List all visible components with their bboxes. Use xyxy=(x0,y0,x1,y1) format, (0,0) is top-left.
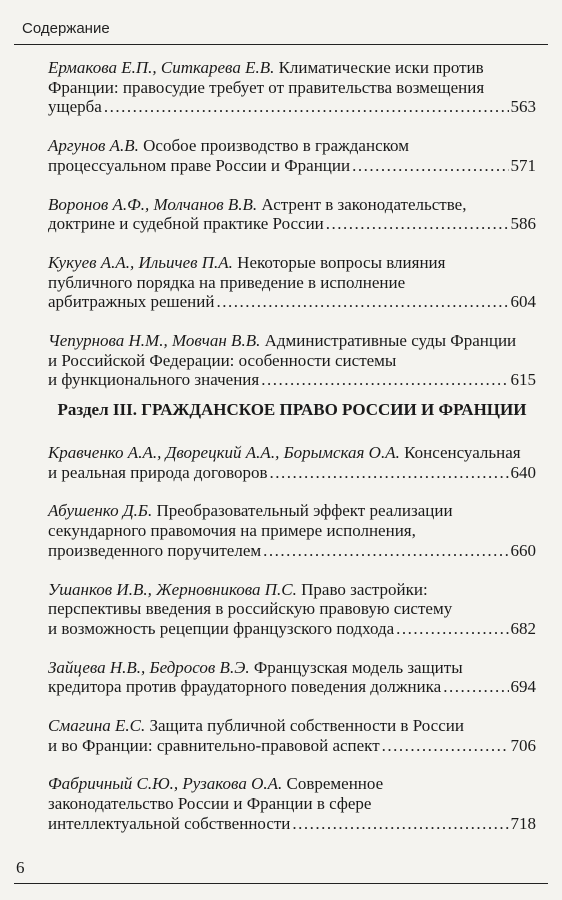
toc-entry-line xyxy=(48,677,536,697)
toc-entry xyxy=(48,253,536,312)
toc-entry-line xyxy=(48,580,536,600)
page-header xyxy=(0,0,562,42)
toc-entry-authors: Кукуев А.А., Ильичев П.А. xyxy=(48,252,233,272)
toc-entry-line xyxy=(48,97,536,117)
toc-entry-title-line: Право застройки: xyxy=(301,579,428,599)
toc-entry-title-line: Административные суды Франции xyxy=(264,331,517,351)
toc-entry-page: 615 xyxy=(510,370,536,390)
toc-entry-line xyxy=(48,443,536,463)
dot-leader xyxy=(352,156,508,176)
toc-entry-text xyxy=(48,619,394,639)
dot-leader xyxy=(443,677,508,697)
toc-entry-title-line: кредитора против фраудаторного поведения должника xyxy=(48,677,442,697)
toc-entry-page: 718 xyxy=(510,813,536,833)
running-head: Содержание xyxy=(22,20,110,37)
toc-entry-line xyxy=(48,273,536,293)
toc-entry-text xyxy=(48,814,290,834)
toc-entry-line xyxy=(48,814,536,834)
toc-entry-line xyxy=(48,501,536,521)
dot-leader xyxy=(292,814,508,834)
toc-entry-page: 604 xyxy=(510,292,536,312)
toc-entry-authors: Чепурнова Н.М., Мовчан В.В. xyxy=(48,331,261,351)
toc-entry-page: 660 xyxy=(510,540,536,560)
dot-leader xyxy=(216,292,508,312)
toc-entry-line xyxy=(48,794,536,814)
toc-entry-text xyxy=(48,370,259,390)
dot-leader xyxy=(104,97,509,117)
toc-entry-line xyxy=(48,370,536,390)
toc-entry-title-line: и Российской Федерации: особенности системы xyxy=(48,350,397,370)
toc-entry-line xyxy=(48,214,536,234)
toc-entry-authors: Аргунов А.В. xyxy=(48,136,139,156)
toc-entry-title-line: доктрине и судебной практике России xyxy=(48,214,324,234)
toc-entry-title-line: Франции: правосудие требует от правительства возмещения xyxy=(48,77,485,97)
toc-entry-line xyxy=(48,78,536,98)
dot-leader xyxy=(396,619,508,639)
toc-entry-line xyxy=(48,521,536,541)
toc-entry-page: 563 xyxy=(510,97,536,117)
toc-entry-authors: Кравченко А.А., Дворецкий А.А., Борымская О.А. xyxy=(48,443,400,462)
toc-entry-line xyxy=(48,463,536,483)
toc-entry-line xyxy=(48,541,536,561)
toc-entry-line xyxy=(48,599,536,619)
toc-entry xyxy=(48,774,536,833)
toc-entry-authors: Ермакова Е.П., Ситкарева Е.В. xyxy=(48,58,275,77)
toc-entry-title-line: ущерба xyxy=(48,97,102,117)
toc-entry-title-line: перспективы введения в российскую правовую систему xyxy=(48,599,453,619)
toc-entry-title-line: процессуальном праве России и Франции xyxy=(48,155,351,175)
page-number: 6 xyxy=(16,858,25,877)
toc-entry xyxy=(48,501,536,560)
toc-entry-title-line: и функционального значения xyxy=(48,370,260,390)
toc-entry-title-line: Современное xyxy=(286,774,384,794)
toc-entry-title-line: Особое производство в гражданском xyxy=(143,136,409,156)
toc-entry-text xyxy=(48,463,268,483)
toc-entry-line xyxy=(48,58,536,78)
toc-entry-authors: Зайцева Н.В., Бедросов В.Э. xyxy=(48,657,250,677)
toc-entry-title-line: Некоторые вопросы влияния xyxy=(237,252,446,272)
toc-entry-line xyxy=(48,253,536,273)
toc-entry-title-line: Французская модель защиты xyxy=(253,657,463,677)
toc-entry-authors: Воронов А.Ф., Молчанов В.В. xyxy=(48,194,258,214)
toc-entry-title-line: секундарного правомочия на примере исполнения, xyxy=(48,521,416,541)
toc-entry-line xyxy=(48,658,536,678)
toc-entry xyxy=(48,58,536,117)
toc-entry-title-line: и реальная природа договоров xyxy=(48,462,268,482)
toc-entry-line xyxy=(48,292,536,312)
toc-entry xyxy=(48,195,536,234)
dot-leader xyxy=(382,736,509,756)
toc-entry-title-line: Климатические иски против xyxy=(278,58,484,77)
toc-entry-page: 640 xyxy=(510,462,536,482)
toc-entry xyxy=(48,136,536,175)
toc-entry-page: 682 xyxy=(510,618,536,638)
toc-entry xyxy=(48,658,536,697)
toc-entry-line xyxy=(48,716,536,736)
toc-entry-text xyxy=(48,541,261,561)
toc-entry-text xyxy=(48,292,214,312)
toc-entry-authors: Абушенко Д.Б. xyxy=(48,501,153,521)
dot-leader xyxy=(326,214,509,234)
toc-entry-line xyxy=(48,136,536,156)
toc-entry xyxy=(48,716,536,755)
toc-entry-page: 571 xyxy=(510,155,536,175)
toc-entry-title-line: и возможность рецепции французского подхода xyxy=(48,618,395,638)
toc-entry-title-line: арбитражных решений xyxy=(48,292,215,312)
toc-entry xyxy=(48,443,536,482)
toc-entry-line xyxy=(48,351,536,371)
toc-entry-title-line: Защита публичной собственности в России xyxy=(149,716,464,736)
toc-entry-authors: Смагина Е.С. xyxy=(48,716,146,736)
toc-entry-title-line: законодательство России и Франции в сфере xyxy=(48,794,372,814)
toc-entry-line xyxy=(48,619,536,639)
toc-entry-title-line: Преобразовательный эффект реализации xyxy=(156,501,453,521)
toc-entry-page: 706 xyxy=(510,735,536,755)
toc-entry-line xyxy=(48,156,536,176)
section-heading: Раздел III. ГРАЖДАНСКОЕ ПРАВО РОССИИ И ФРАНЦИИ xyxy=(57,400,527,419)
toc-entry-title-line: Консенсуальная xyxy=(404,443,521,462)
toc-entry-text xyxy=(48,677,441,697)
dot-leader xyxy=(263,541,508,561)
toc-entry-line xyxy=(48,774,536,794)
dot-leader xyxy=(261,370,508,390)
toc-list-after-section xyxy=(48,443,536,834)
toc-entry-authors: Фабричный С.Ю., Рузакова О.А. xyxy=(48,774,283,794)
header-rule xyxy=(14,44,548,45)
toc-entry-line xyxy=(48,736,536,756)
toc-entry-line xyxy=(48,195,536,215)
toc-entry xyxy=(48,331,536,390)
toc-entry-title-line: и во Франции: сравнительно-правовой аспект xyxy=(48,735,380,755)
toc-entry-page: 694 xyxy=(510,677,536,697)
dot-leader xyxy=(270,463,509,483)
toc-entry xyxy=(48,580,536,639)
toc-entry-title-line: публичного порядка на приведение в исполнение xyxy=(48,272,406,292)
toc-entry-text xyxy=(48,214,324,234)
toc-entry-authors: Ушанков И.В., Жерновникова П.С. xyxy=(48,579,297,599)
toc-list-before-section xyxy=(48,58,536,390)
toc-entry-page: 586 xyxy=(510,214,536,234)
toc-entry-line xyxy=(48,331,536,351)
toc-entry-title-line: интеллектуальной собственности xyxy=(48,813,291,833)
toc-entry-text xyxy=(48,736,380,756)
toc-entry-text xyxy=(48,97,102,117)
toc-entry-text xyxy=(48,156,350,176)
footer-rule xyxy=(14,883,548,884)
toc-entry-title-line: произведенного поручителем xyxy=(48,540,262,560)
toc-entry-title-line: Астрент в законодательстве, xyxy=(261,194,467,214)
